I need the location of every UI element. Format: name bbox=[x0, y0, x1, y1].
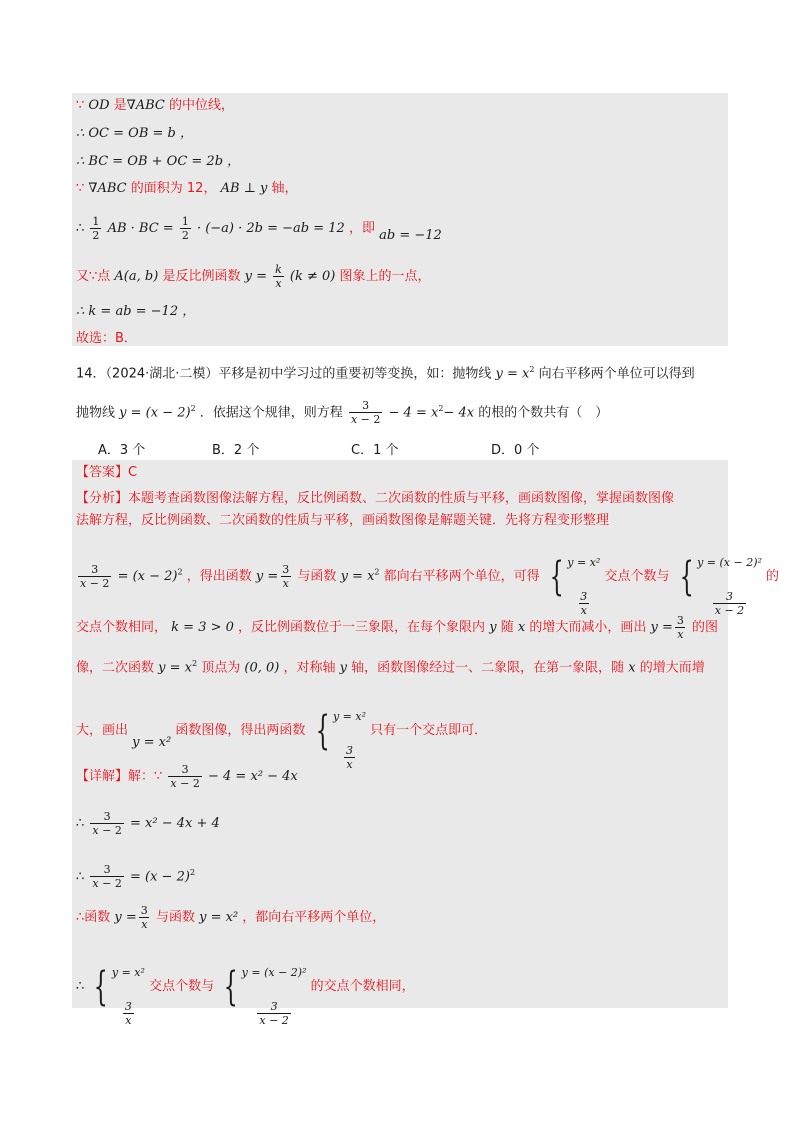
line-oc-ob: ∴ OC = OB = b ， bbox=[76, 126, 193, 141]
frac-3-x: $\frac{3}{x}$ bbox=[282, 563, 290, 590]
frac-k-x: $\frac{k}{x}$ bbox=[275, 263, 282, 290]
detail-line5: ∴ { y = x² $\frac{3}{x}$ 交点个数与 { y = (x − 2)² $\frac{3}{x - 2}$ 的交点个数相同， bbox=[76, 946, 415, 1027]
question-14-line1: 14．（2024·湖北·二模）平移是初中学习过的重要初等变换，如：抛物线 $y = x^2$ 向右平移两个单位可以得到 bbox=[76, 365, 695, 382]
detail-line1: 【详解】解：∵ $\frac{3}{x - 2}$ − 4 = x² − 4x bbox=[76, 763, 298, 790]
line-area: ∵ ∇ABC 的面积为 12， AB ⊥ y 轴， bbox=[76, 181, 298, 196]
detail-line3: ∴ $\frac{3}{x - 2}$ = $(x - 2)^2$ bbox=[76, 863, 196, 891]
analysis-line2: 法解方程，反比例函数、二次函数的性质与平移，画函数图像是解题关键．先将方程变形整理 bbox=[76, 513, 610, 528]
frac-detail-3: $\frac{3}{x - 2}$ bbox=[92, 863, 122, 891]
frac-half-2: $\frac{1}{2}$ bbox=[181, 215, 189, 242]
option-c: C．1 个 bbox=[351, 443, 399, 458]
analysis-line5: 像，二次函数 $y = x^2$ 顶点为 (0, 0) ，对称轴 y 轴，函数图像经过一、二象限，在第一象限，随 x 的增大而增 bbox=[76, 659, 705, 676]
line-bc: ∴ BC = OB + OC = 2b ， bbox=[76, 154, 241, 169]
answer-label: 【答案】C bbox=[76, 465, 138, 480]
line-k-value: ∴ k = ab = −12 ， bbox=[76, 304, 196, 319]
frac-half: $\frac{1}{2}$ bbox=[92, 215, 100, 242]
line-choice: 故选：B． bbox=[76, 331, 137, 346]
option-a: A．3 个 bbox=[98, 443, 146, 458]
option-d: D．0 个 bbox=[491, 443, 540, 458]
frac-detail-2: $\frac{3}{x - 2}$ bbox=[92, 810, 122, 837]
detail-line2: ∴ $\frac{3}{x - 2}$ = x² − 4x + 4 bbox=[76, 810, 220, 837]
frac-detail-1: $\frac{3}{x - 2}$ bbox=[170, 763, 200, 790]
system-1: { y = x² $\frac{3}{x}$ bbox=[549, 553, 601, 617]
frac-3-x-b: $\frac{3}{x}$ bbox=[676, 614, 684, 641]
frac-detail-4: $\frac{3}{x}$ bbox=[140, 904, 148, 931]
analysis-line6: 大，画出 y = x² 函数图像，得出两函数 { y = x² $\frac{3}{x}$ 只有一个交点即可． bbox=[76, 690, 487, 771]
question-14-line2: 抛物线 $y = (x - 2)^2$ ．依据这个规律，则方程 $\frac{3}{x - 2}$ − $4 = x^2- 4x$ 的根的个数共有（ ） bbox=[76, 399, 609, 427]
analysis-line4: 交点个数相同， k = 3 > 0 ，反比例函数位于一三象限，在每个象限内 y 随 x 的增大而减小，画出 y = $\frac{3}{x}$ 的图 bbox=[76, 614, 719, 641]
frac-3-x-2: $\frac{3}{x - 2}$ bbox=[80, 563, 110, 590]
frac-3-over-x-2: $\frac{3}{x - 2}$ bbox=[350, 399, 381, 427]
system-2: { y = (x − 2)² $\frac{3}{x - 2}$ bbox=[679, 553, 762, 617]
system-5: { y = (x − 2)² $\frac{3}{x - 2}$ bbox=[223, 963, 307, 1027]
analysis-line1: 【分析】本题考查函数图像法解方程，反比例函数、二次函数的性质与平移，画函数图像，掌握函数图像 bbox=[76, 491, 675, 506]
option-b: B．2 个 bbox=[212, 443, 260, 458]
system-4: { y = x² $\frac{3}{x}$ bbox=[94, 963, 145, 1027]
line-midline: ∵ OD 是∇ABC 的中位线， bbox=[76, 98, 235, 113]
line-point-on-curve: 又∵点 A(a, b) 是反比例函数 y = $\frac{k}{x}$ (k ≠ 0) 图象上的一点， bbox=[76, 263, 431, 290]
system-3: { y = x² $\frac{3}{x}$ bbox=[315, 707, 366, 771]
detail-line4: ∴函数 y = $\frac{3}{x}$ 与函数 y = x² ，都向右平移两个单位， bbox=[76, 904, 386, 931]
analysis-line3: $\frac{3}{x - 2}$ = $(x - 2)^2$ ，得出函数 y = $\frac{3}{x}$ 与函数 $y = x^2$ 都向右平移两个单位，可得 { y = x² $\frac{3}{x}$ 交点个数与 { y = (x − 2)² $\frac{3}{x - 2}$ 的 bbox=[76, 536, 779, 617]
line-area-eq: ∴ $\frac{1}{2}$ AB · BC = $\frac{1}{2}$ · (−a) · 2b = −ab = 12 ，即 ab = −12 bbox=[76, 215, 442, 243]
